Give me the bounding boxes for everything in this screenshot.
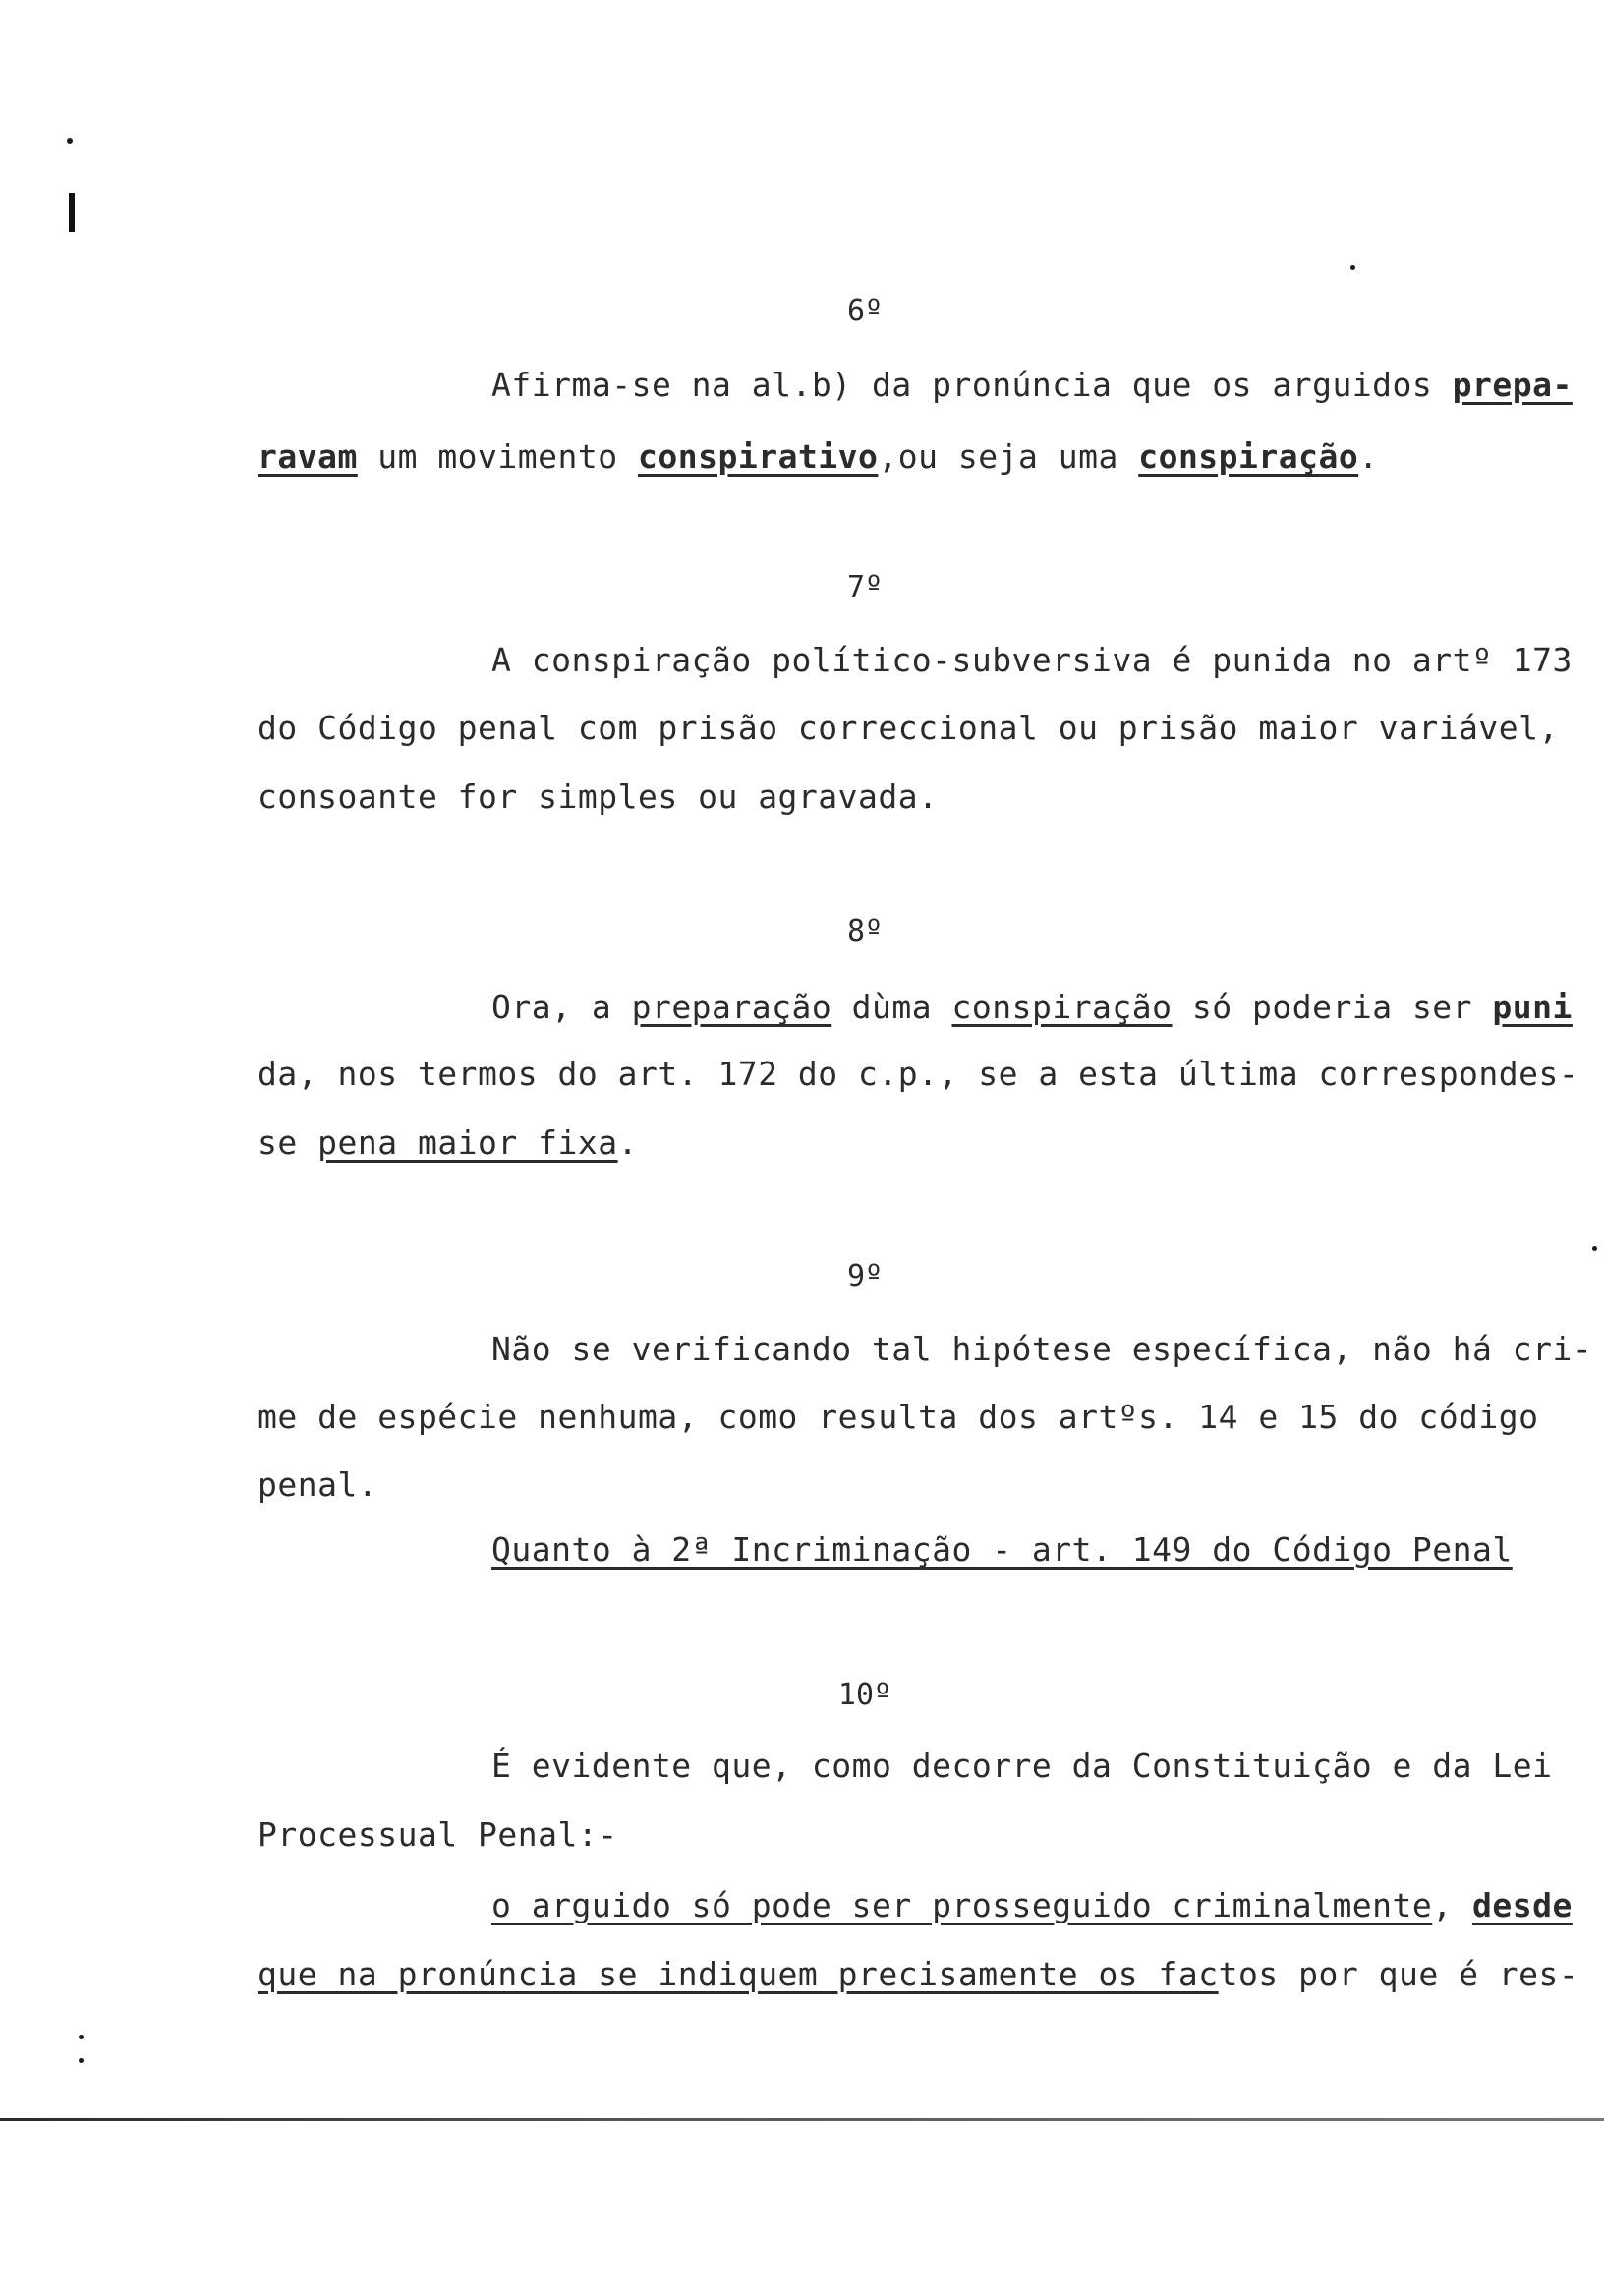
text-span: se (258, 1123, 318, 1162)
text-span: Afirma-se na al.b) da pronúncia que os arguidos (491, 366, 1453, 404)
section-6-line-1 (491, 366, 1604, 404)
section-number-7: 7º (846, 570, 884, 604)
text-span: . (617, 1123, 638, 1162)
underlined-text: conspiração (951, 988, 1173, 1026)
section-7-line-2: do Código penal com prisão correccional ou prisão maior variável, (258, 709, 1559, 747)
section-8-line-1 (491, 988, 1604, 1026)
section-8-line-2: da, nos termos do art. 172 do c.p., se a esta última correspondes- (258, 1055, 1579, 1093)
scan-speck (1592, 1246, 1597, 1251)
section-9-line-2: me de espécie nenhuma, como resulta dos artºs. 14 e 15 do código (258, 1398, 1539, 1436)
section-number-8: 8º (846, 914, 884, 948)
text-span: dùma (831, 988, 952, 1026)
text-span: Ora, a (491, 988, 632, 1026)
underlined-text: pena maior fixa (317, 1123, 618, 1162)
section-10-line-2: Processual Penal:- (258, 1815, 618, 1854)
underlined-text: preparação (631, 988, 832, 1026)
underlined-text: ravam (258, 437, 358, 476)
section-number-9: 9º (846, 1259, 884, 1293)
section-10-line-1: É evidente que, como decorre da Constituição e da Lei (491, 1747, 1553, 1785)
scan-speck (79, 2058, 84, 2063)
section-number-6: 6º (846, 294, 884, 328)
underlined-text: o arguido só pode ser prosseguido criminalmente (491, 1886, 1433, 1924)
scan-speck (79, 2035, 84, 2039)
text-span: , (1432, 1886, 1473, 1924)
underlined-text: conspirativo (638, 437, 879, 476)
text-span: tos por que é res- (1218, 1955, 1579, 1993)
section-9-line-3: penal. (258, 1465, 378, 1504)
section-10-line-4 (258, 1955, 1579, 1993)
text-span: só poderia ser (1172, 988, 1493, 1026)
section-6-line-2 (258, 437, 1575, 476)
scan-speck (1350, 265, 1355, 270)
scan-mark (69, 193, 75, 232)
section-9-line-1: Não se verificando tal hipótese específica, não há cri- (491, 1330, 1593, 1368)
underlined-text: que na pronúncia se indiquem precisamente os fac (258, 1955, 1219, 1993)
text-span: um movimento (357, 437, 638, 476)
section-10-line-3 (491, 1886, 1604, 1924)
text-span: . (1358, 437, 1379, 476)
section-7-line-3: consoante for simples ou agravada. (258, 777, 939, 816)
incrimination-heading: Quanto à 2ª Incriminação - art. 149 do Código Penal (491, 1530, 1513, 1569)
underlined-text: prepa- (1452, 366, 1573, 404)
underlined-text: conspiração (1138, 437, 1359, 476)
section-7-line-1: A conspiração político-subversiva é punida no artº 173 (491, 641, 1573, 679)
text-span: ,ou seja uma (878, 437, 1139, 476)
page-bottom-rule (0, 2118, 1604, 2121)
underlined-text: desde (1472, 1886, 1573, 1924)
scan-speck (67, 138, 73, 144)
underlined-text: puni (1492, 988, 1573, 1026)
section-8-line-3 (258, 1123, 1575, 1162)
section-number-10: 10º (837, 1678, 892, 1712)
